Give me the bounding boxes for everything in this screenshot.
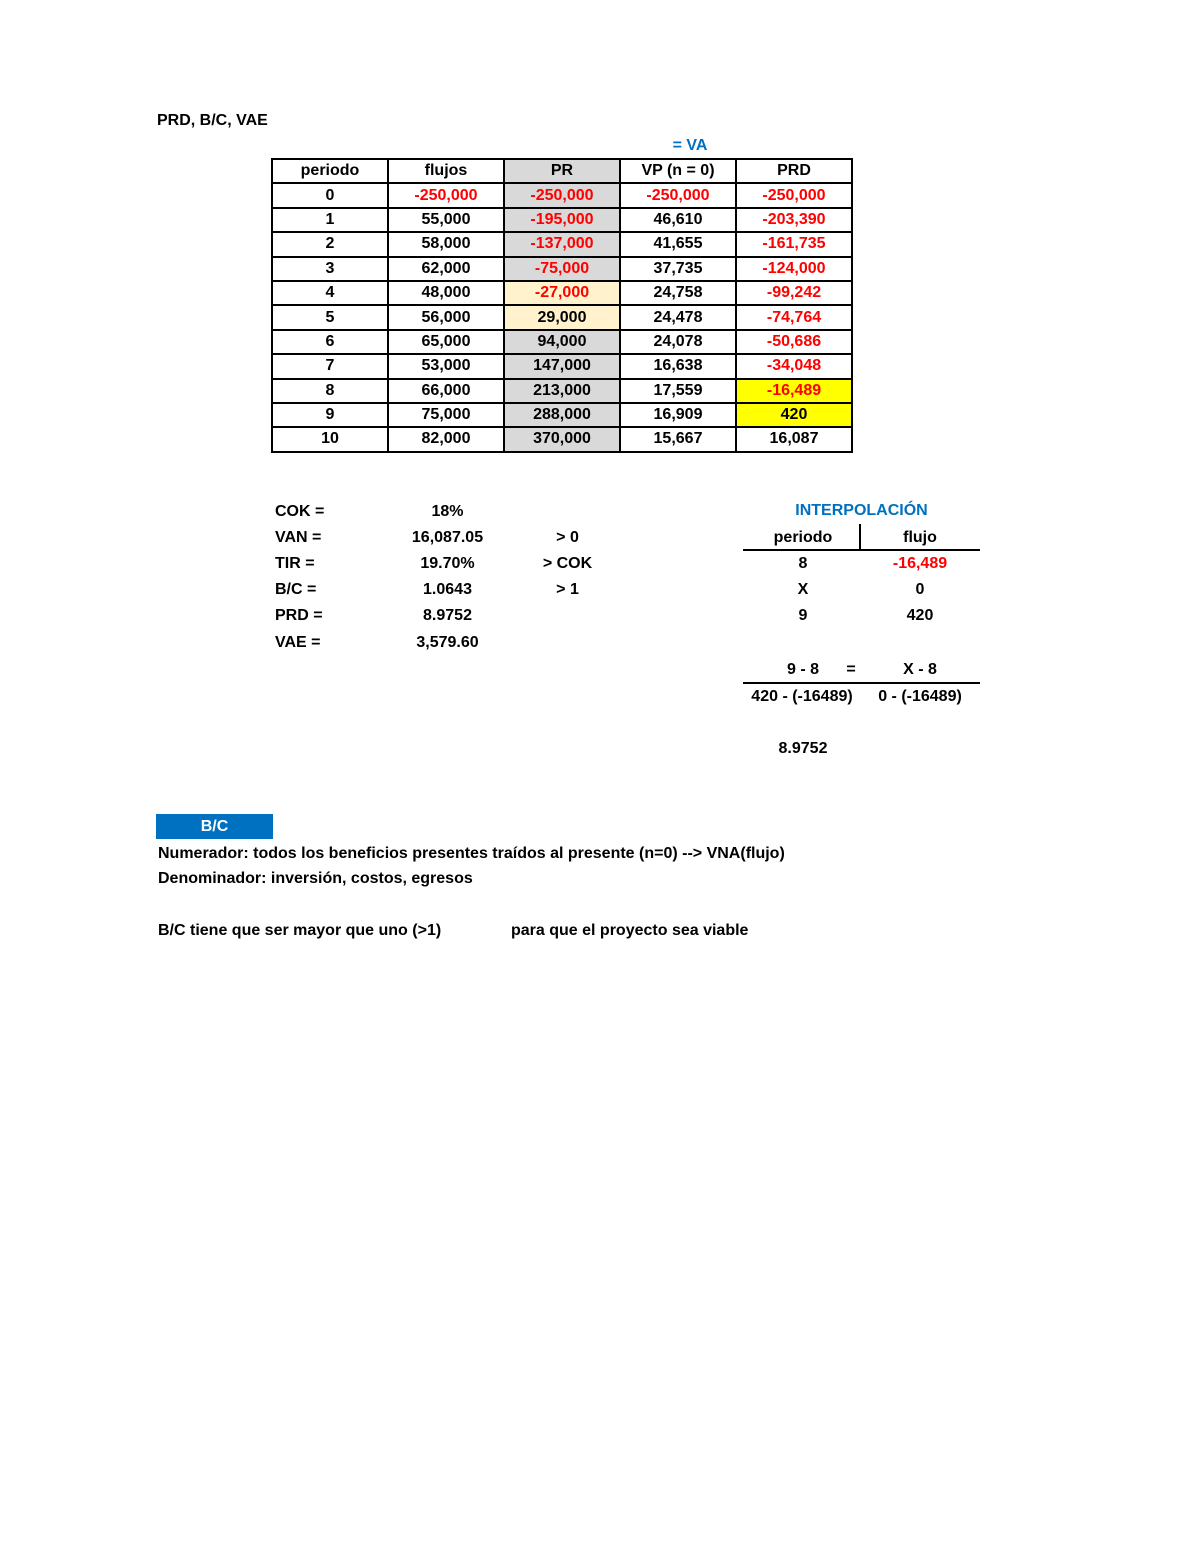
cell-vp: 46,610: [620, 208, 736, 232]
eq-numerator-right: X - 8: [903, 661, 937, 678]
cell-periodo: 10: [272, 427, 388, 451]
cell-vp: 16,638: [620, 354, 736, 378]
interp-periodo: X: [797, 581, 809, 598]
cell-vp: 24,758: [620, 281, 736, 305]
cell-pr: 29,000: [504, 305, 620, 329]
bc-condition-text: B/C tiene que ser mayor que uno (>1): [158, 922, 442, 939]
table-row: [272, 403, 852, 427]
table-row: [272, 183, 852, 207]
cell-vp: -250,000: [620, 183, 736, 207]
interp-header-flujo: flujo: [903, 529, 937, 546]
indicator-value-bc: 1.0643: [423, 581, 472, 598]
interp-periodo: 9: [798, 607, 808, 624]
cell-prd: 420: [736, 403, 852, 427]
cell-pr: -250,000: [504, 183, 620, 207]
interp-periodo: 8: [798, 555, 808, 572]
indicator-value-cok: 18%: [431, 503, 464, 520]
cell-pr: 288,000: [504, 403, 620, 427]
indicator-compare-bc: > 1: [556, 581, 579, 598]
cell-flujo: 82,000: [388, 427, 504, 451]
eq-numerator-left: 9 - 8: [786, 661, 819, 678]
cell-flujo: 66,000: [388, 379, 504, 403]
interp-header-periodo: periodo: [773, 529, 833, 546]
cell-prd: -50,686: [736, 330, 852, 354]
cell-flujo: 65,000: [388, 330, 504, 354]
cell-vp: 24,478: [620, 305, 736, 329]
va-label: = VA: [672, 137, 708, 154]
interp-result: 8.9752: [778, 740, 828, 757]
cell-prd: -124,000: [736, 257, 852, 281]
table-row: [272, 379, 852, 403]
cell-flujo: 48,000: [388, 281, 504, 305]
cell-periodo: 6: [272, 330, 388, 354]
cell-pr: -195,000: [504, 208, 620, 232]
cell-pr: -27,000: [504, 281, 620, 305]
cell-prd: -34,048: [736, 354, 852, 378]
interp-header-divider: [859, 524, 861, 549]
header-vp: VP (n = 0): [620, 159, 736, 183]
indicator-label-tir: TIR =: [275, 555, 315, 572]
cell-periodo: 1: [272, 208, 388, 232]
interp-flujo: -16,489: [892, 555, 948, 572]
cell-periodo: 3: [272, 257, 388, 281]
eq-denominator-right: 0 - (-16489): [878, 688, 962, 705]
cell-periodo: 8: [272, 379, 388, 403]
cell-periodo: 0: [272, 183, 388, 207]
cashflow-table: [271, 158, 853, 453]
cell-vp: 37,735: [620, 257, 736, 281]
cell-flujo: 55,000: [388, 208, 504, 232]
cell-vp: 41,655: [620, 232, 736, 256]
interp-flujo: 420: [906, 607, 934, 624]
cell-prd: -203,390: [736, 208, 852, 232]
cell-periodo: 2: [272, 232, 388, 256]
cell-flujo: -250,000: [388, 183, 504, 207]
indicator-compare-tir: > COK: [542, 555, 593, 572]
cell-vp: 16,909: [620, 403, 736, 427]
indicator-value-prd: 8.9752: [423, 607, 472, 624]
interp-flujo: 0: [915, 581, 925, 598]
cell-prd: -99,242: [736, 281, 852, 305]
cell-periodo: 5: [272, 305, 388, 329]
interp-header-underline: [743, 549, 980, 551]
table-row: [272, 208, 852, 232]
cell-vp: 15,667: [620, 427, 736, 451]
header-periodo: periodo: [272, 159, 388, 183]
cell-prd: -74,764: [736, 305, 852, 329]
table-row: [272, 305, 852, 329]
eq-equals: =: [846, 661, 856, 678]
table-header-row: [272, 159, 852, 183]
cell-flujo: 58,000: [388, 232, 504, 256]
bc-section-label: B/C: [156, 814, 273, 839]
cell-periodo: 4: [272, 281, 388, 305]
cell-prd: -16,489: [736, 379, 852, 403]
table-row: [272, 232, 852, 256]
cell-vp: 24,078: [620, 330, 736, 354]
table-row: [272, 330, 852, 354]
eq-fraction-line: [743, 682, 980, 684]
indicator-label-van: VAN =: [275, 529, 322, 546]
cell-pr: -137,000: [504, 232, 620, 256]
bc-numerador-text: Numerador: todos los beneficios presentes traídos al presente (n=0) --> VNA(flujo): [158, 845, 785, 862]
bc-denominador-text: Denominador: inversión, costos, egresos: [158, 870, 473, 887]
cell-prd: -250,000: [736, 183, 852, 207]
cell-flujo: 53,000: [388, 354, 504, 378]
indicator-value-tir: 19.70%: [420, 555, 475, 572]
cell-flujo: 75,000: [388, 403, 504, 427]
cell-vp: 17,559: [620, 379, 736, 403]
indicator-label-vae: VAE =: [275, 634, 321, 651]
header-prd: PRD: [736, 159, 852, 183]
indicator-label-cok: COK =: [275, 503, 325, 520]
cell-pr: 147,000: [504, 354, 620, 378]
indicator-compare-van: > 0: [556, 529, 579, 546]
eq-denominator-left: 420 - (-16489): [751, 688, 853, 705]
page-title: PRD, B/C, VAE: [157, 112, 268, 129]
cell-periodo: 9: [272, 403, 388, 427]
cell-pr: 213,000: [504, 379, 620, 403]
indicator-label-bc: B/C =: [275, 581, 317, 598]
table-row: [272, 281, 852, 305]
cell-pr: 94,000: [504, 330, 620, 354]
cell-prd: -161,735: [736, 232, 852, 256]
indicator-label-prd: PRD =: [275, 607, 323, 624]
header-flujos: flujos: [388, 159, 504, 183]
header-pr: PR: [504, 159, 620, 183]
indicator-value-van: 16,087.05: [411, 529, 484, 546]
cell-prd: 16,087: [736, 427, 852, 451]
cell-flujo: 62,000: [388, 257, 504, 281]
table-row: [272, 257, 852, 281]
cell-pr: 370,000: [504, 427, 620, 451]
interpolation-title: INTERPOLACIÓN: [795, 502, 928, 519]
table-row: [272, 354, 852, 378]
cell-periodo: 7: [272, 354, 388, 378]
bc-condition-tail: para que el proyecto sea viable: [511, 922, 749, 939]
indicator-value-vae: 3,579.60: [416, 634, 479, 651]
table-row: [272, 427, 852, 451]
cell-flujo: 56,000: [388, 305, 504, 329]
cell-pr: -75,000: [504, 257, 620, 281]
